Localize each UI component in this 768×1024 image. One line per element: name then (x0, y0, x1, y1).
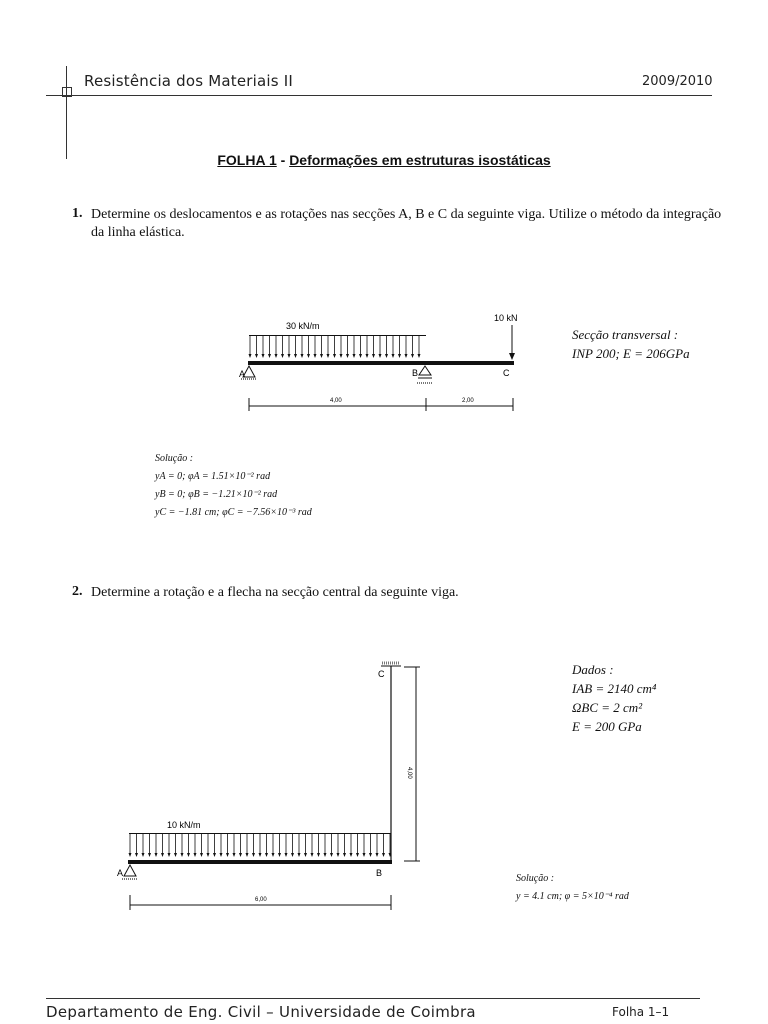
p1-solution-line-c: yC = −1.81 cm; φC = −7.56×10⁻³ rad (155, 507, 312, 518)
p1-label-b: B (412, 368, 419, 378)
load-arrow-head (148, 853, 151, 857)
p2-dim-ab: 6,00 (255, 897, 267, 903)
load-arrow-head (350, 853, 353, 857)
load-arrow-head (129, 853, 132, 857)
header-rule (46, 95, 712, 96)
load-arrow-head (220, 853, 223, 857)
load-arrow-head (382, 853, 385, 857)
load-arrow-head (233, 853, 236, 857)
p1-beam (248, 361, 514, 365)
load-arrow-head (372, 354, 375, 358)
load-arrow-head (262, 354, 265, 358)
p1-load-label: 30 kN/m (286, 321, 320, 331)
load-arrow-head (398, 354, 401, 358)
load-arrow-head (226, 853, 229, 857)
p1-dim-ab: 4,00 (330, 398, 342, 404)
load-arrow-head (314, 354, 317, 358)
p1-point-load-head (509, 353, 515, 360)
load-arrow-head (135, 853, 138, 857)
load-arrow-head (333, 354, 336, 358)
load-arrow-head (265, 853, 268, 857)
load-arrow-head (239, 853, 242, 857)
load-arrow-head (411, 354, 414, 358)
load-arrow-head (268, 354, 271, 358)
load-arrow-head (298, 853, 301, 857)
header-vertical-rule (66, 66, 67, 159)
problem2-number: 2. (72, 584, 83, 599)
load-arrow-head (317, 853, 320, 857)
problem1-section-info (572, 325, 690, 363)
title-separator: - (276, 152, 290, 168)
load-arrow-head (324, 853, 327, 857)
problem2-solution (516, 870, 629, 906)
load-arrow-head (418, 354, 421, 358)
load-arrow-head (353, 354, 356, 358)
problem1-statement: Determine os deslocamentos e as rotações nas secções A, B e C da seguinte viga. Utilize o método da integração da linha elástica. (91, 207, 722, 240)
problem1-beam-figure (230, 305, 530, 415)
problem2-statement: Determine a rotação e a flecha na secção central da seguinte viga. (91, 585, 459, 600)
p2-label-b: B (376, 868, 383, 878)
p2-load-label: 10 kN/m (167, 820, 201, 830)
p2-dim-bc: 4,00 (406, 767, 412, 779)
load-arrow-head (174, 853, 177, 857)
sheet-number: FOLHA 1 (217, 152, 277, 168)
load-arrow-head (359, 354, 362, 358)
footer-rule (46, 998, 700, 999)
load-arrow-head (337, 853, 340, 857)
sheet-title (0, 152, 768, 168)
load-arrow-head (207, 853, 210, 857)
p2-solution-title: Solução : (516, 873, 555, 884)
load-arrow-head (301, 354, 304, 358)
load-arrow-head (161, 853, 164, 857)
load-arrow-head (213, 853, 216, 857)
load-arrow-head (294, 354, 297, 358)
load-arrow-head (168, 853, 171, 857)
load-arrow-head (272, 853, 275, 857)
academic-year: 2009/2010 (642, 74, 713, 89)
load-arrow-head (307, 354, 310, 358)
footer-sheet-number: Folha 1–1 (612, 1005, 670, 1019)
load-arrow-head (343, 853, 346, 857)
p2-data-inertia: IAB = 2140 cm⁴ (572, 681, 657, 696)
footer-department: Departamento de Eng. Civil – Universidade de Coimbra (46, 1003, 476, 1021)
load-arrow-head (327, 354, 330, 358)
p2-load-arrows (129, 834, 392, 857)
p2-support-a (124, 865, 136, 876)
p1-section-title: Secção transversal : (572, 327, 679, 342)
load-arrow-head (181, 853, 184, 857)
load-arrow-head (330, 853, 333, 857)
load-arrow-head (255, 354, 258, 358)
load-arrow-head (194, 853, 197, 857)
load-arrow-head (320, 354, 323, 358)
course-title: Resistência dos Materiais II (84, 72, 294, 90)
load-arrow-head (252, 853, 255, 857)
problem1-number: 1. (72, 206, 83, 221)
load-arrow-head (259, 853, 262, 857)
load-arrow-head (369, 853, 372, 857)
load-arrow-head (376, 853, 379, 857)
p1-solution-title: Solução : (155, 453, 194, 464)
load-arrow-head (311, 853, 314, 857)
load-arrow-head (288, 354, 291, 358)
load-arrow-head (275, 354, 278, 358)
load-arrow-head (366, 354, 369, 358)
load-arrow-head (356, 853, 359, 857)
p2-data-area: ΩBC = 2 cm² (572, 700, 643, 715)
problem2-frame-figure (110, 655, 430, 915)
p1-section-value: INP 200; E = 206GPa (572, 346, 690, 361)
load-arrow-head (385, 354, 388, 358)
load-arrow-head (246, 853, 249, 857)
p2-label-a: A (117, 868, 124, 878)
p1-dim-bc: 2,00 (462, 398, 474, 404)
p1-label-c: C (503, 368, 510, 378)
p1-point-load-label: 10 kN (494, 313, 518, 323)
load-arrow-head (285, 853, 288, 857)
load-arrow-head (291, 853, 294, 857)
load-arrow-head (142, 853, 145, 857)
p2-member-ab (128, 860, 392, 864)
load-arrow-head (249, 354, 252, 358)
load-arrow-head (340, 354, 343, 358)
p1-support-b (419, 366, 431, 375)
load-arrow-head (405, 354, 408, 358)
load-arrow-head (278, 853, 281, 857)
p1-label-a: A (239, 369, 246, 379)
problem1-solution (155, 450, 312, 522)
p1-load-arrows (249, 336, 421, 358)
p1-load-top-line (249, 335, 426, 336)
p2-data-modulus: E = 200 GPa (572, 719, 642, 734)
sheet-topic: Deformações em estruturas isostáticas (289, 152, 551, 168)
load-arrow-head (304, 853, 307, 857)
p1-solution-line-b: yB = 0; φB = −1.21×10⁻² rad (155, 489, 278, 500)
p2-label-c: C (378, 669, 385, 679)
p2-load-top-line (129, 833, 391, 834)
load-arrow-head (200, 853, 203, 857)
load-arrow-head (155, 853, 158, 857)
p2-data-title: Dados : (572, 662, 614, 677)
load-arrow-head (187, 853, 190, 857)
load-arrow-head (281, 354, 284, 358)
load-arrow-head (392, 354, 395, 358)
load-arrow-head (346, 354, 349, 358)
problem2-data (572, 660, 656, 736)
load-arrow-head (379, 354, 382, 358)
p1-solution-line-a: yA = 0; φA = 1.51×10⁻² rad (155, 471, 271, 482)
p2-solution-line: y = 4.1 cm; φ = 5×10⁻⁴ rad (516, 891, 629, 902)
load-arrow-head (363, 853, 366, 857)
